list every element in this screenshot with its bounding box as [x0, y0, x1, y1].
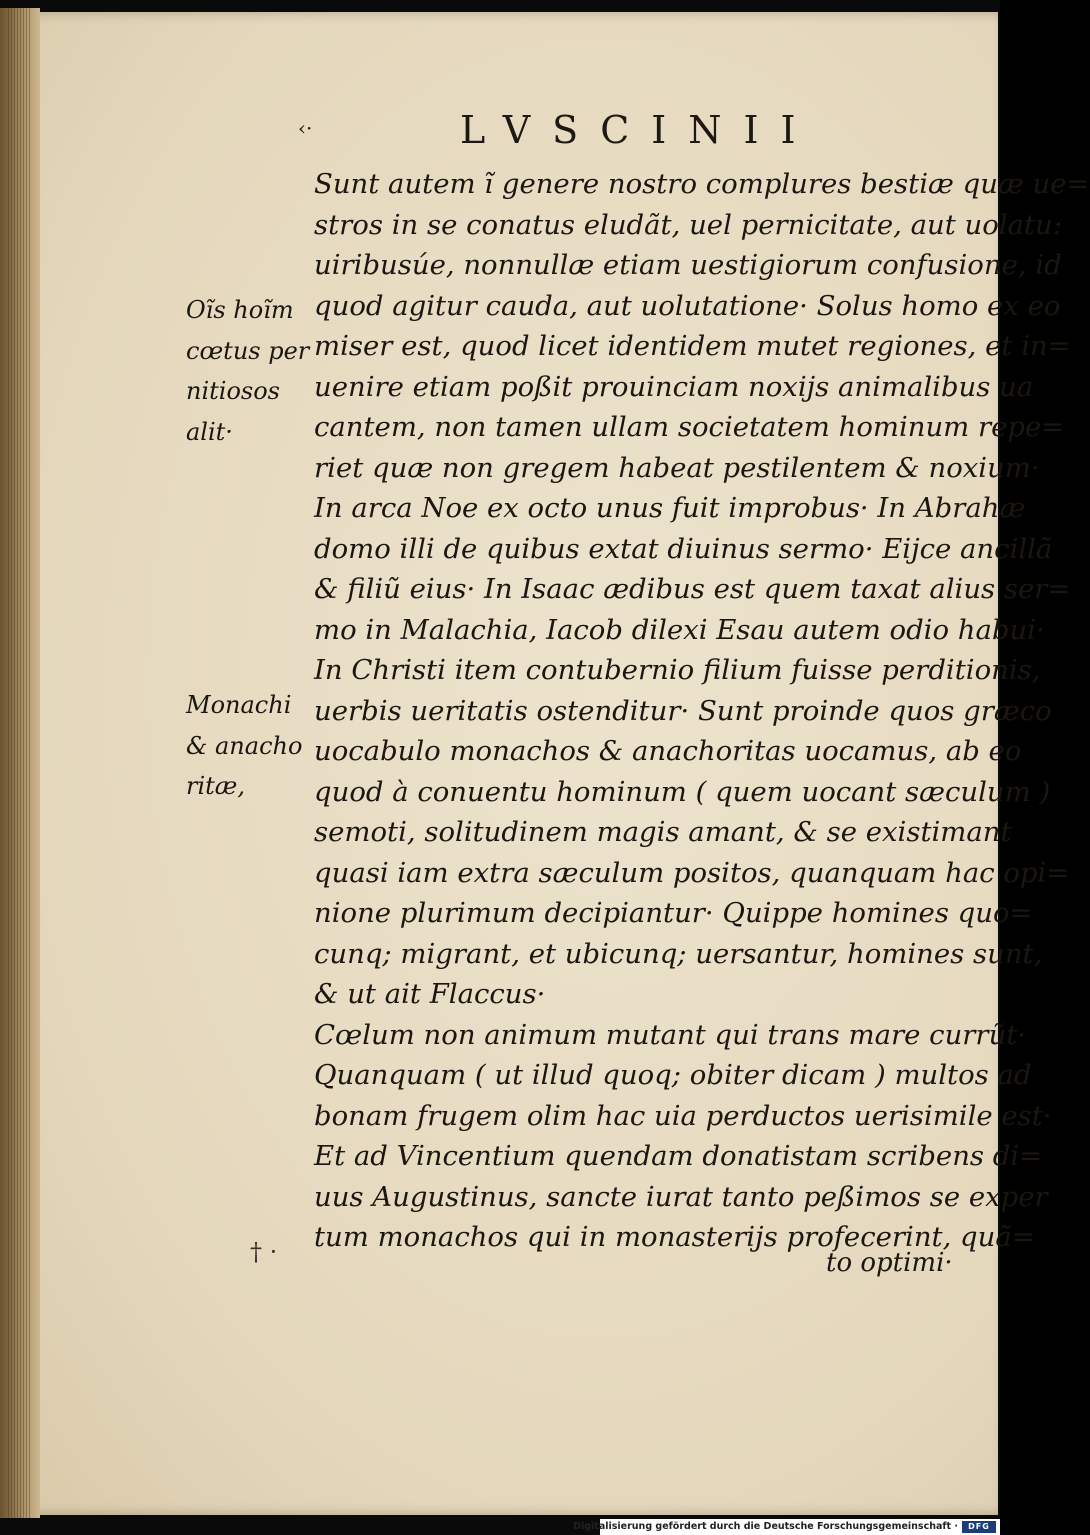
head-mark: ‹·	[298, 116, 313, 140]
text-line: uus Augustinus, sancte iurat tanto peßimos se exper	[314, 1180, 1048, 1213]
margin-note-line: nitiosos	[186, 377, 280, 405]
text-line: tum monachos qui in monasterijs profecerint, quã=	[314, 1221, 1035, 1253]
text-line: uenire etiam poßit prouinciam noxijs animalibus ua	[314, 370, 1034, 403]
text-line: cunq; migrant, et ubicunq; uersantur, homines sunt,	[314, 937, 1043, 970]
text-line: uocabulo monachos & anachoritas uocamus, ab eo	[314, 735, 1022, 767]
margin-note	[186, 290, 311, 452]
signature-mark: † ·	[250, 1238, 278, 1266]
main-text	[314, 164, 1090, 1258]
margin-note-line: alit·	[186, 417, 233, 446]
text-line: miser est, quod licet identidem mutet regiones, et in=	[314, 330, 1071, 362]
text-line: quod agitur cauda, aut uolutatione· Solus homo ex eo	[314, 289, 1061, 322]
text-line: nione plurimum decipiantur· Quippe homines quo=	[314, 897, 1033, 929]
text-line: mo in Malachia, Iacob dilexi Esau autem odio habui·	[314, 613, 1045, 646]
text-line: & filiũ eius· In Isaac ædibus est quem taxat alius ser=	[314, 573, 1071, 605]
catchword: to optimi·	[826, 1248, 953, 1278]
text-line: uiribusúe, nonnullæ etiam uestigiorum confusione, id	[314, 249, 1062, 281]
text-line: semoti, solitudinem magis amant, & se existimant	[314, 816, 1012, 848]
funding-credit: Digitalisierung gefördert durch die Deutsche Forschungsgemeinschaft ·	[573, 1520, 958, 1532]
margin-note-line: & anacho	[186, 731, 303, 760]
text-line: stros in se conatus eludãt, uel pernicitate, aut uolatu:	[314, 208, 1062, 241]
dfg-logo: DFG	[962, 1521, 996, 1533]
text-line: Quanquam ( ut illud quoq; obiter dicam ) multos ad	[314, 1059, 1032, 1091]
margin-note-line: Monachi	[186, 691, 292, 719]
text-line: Cœlum non animum mutant qui trans mare currũt·	[314, 1018, 1027, 1051]
text-line: & ut ait Flaccus·	[314, 978, 546, 1010]
margin-note	[186, 685, 311, 807]
book-edge	[0, 8, 40, 1518]
margin-note-line: ritæ,	[186, 772, 245, 800]
page-title: LVSCINII	[460, 108, 818, 152]
text-line: cantem, non tamen ullam societatem hominum repe=	[314, 411, 1065, 443]
text-line: quasi iam extra sæculum positos, quanquam hac opi=	[314, 856, 1070, 889]
text-line: quod à conuentu hominum ( quem uocant sæculum )	[314, 775, 1051, 808]
text-line: domo illi de quibus extat diuinus sermo· Eijce ancillã	[314, 532, 1053, 565]
margin-note-line: Oĩs hoĩm	[186, 296, 294, 324]
footer-bar	[573, 1519, 1000, 1535]
text-line: In Christi item contubernio filium fuisse perditionis,	[314, 654, 1041, 686]
text-line: In arca Noe ex octo unus fuit improbus· In Abrahæ	[314, 492, 1026, 524]
margin-note-line: cœtus per	[186, 336, 310, 365]
text-line: bonam frugem olim hac uia perductos uerisimile est·	[314, 1099, 1052, 1132]
text-line: Et ad Vincentium quendam donatistam scribens di=	[314, 1140, 1043, 1172]
text-line: Sunt autem ĩ genere nostro complures bestiæ quæ ue=	[314, 168, 1090, 200]
text-line: riet quæ non gregem habeat pestilentem & noxium·	[314, 451, 1040, 484]
text-line: uerbis ueritatis ostenditur· Sunt proinde quos græco	[314, 694, 1052, 727]
